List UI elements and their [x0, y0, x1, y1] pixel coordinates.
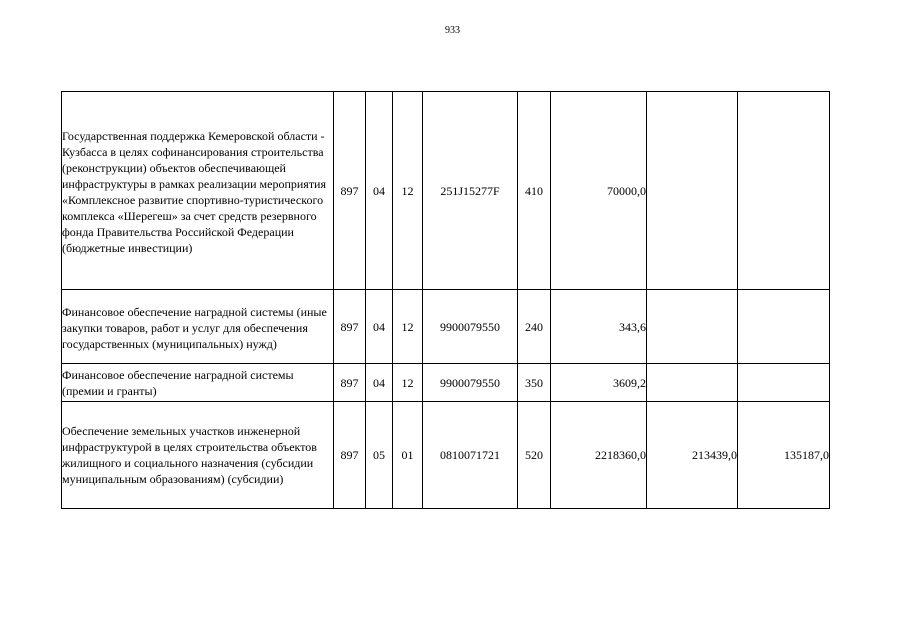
- expense-type: 520: [518, 402, 551, 509]
- amount-1: 70000,0: [551, 92, 647, 290]
- section-code: 04: [366, 290, 393, 364]
- amount-2: [647, 92, 738, 290]
- amount-1: 343,6: [551, 290, 647, 364]
- amount-2: 213439,0: [647, 402, 738, 509]
- section-code: 04: [366, 92, 393, 290]
- target-article: 251J15277F: [423, 92, 518, 290]
- table-row: [62, 364, 830, 402]
- expense-type: 350: [518, 364, 551, 402]
- amount-3: 135187,0: [738, 402, 830, 509]
- row-description: Финансовое обеспечение наградной системы (иные закупки товаров, работ и услуг для обеспечения государственных (муниципальных) нужд): [62, 290, 334, 364]
- page-number: 933: [445, 25, 460, 36]
- amount-3: [738, 290, 830, 364]
- subsection-code: 01: [393, 402, 423, 509]
- target-article: 9900079550: [423, 290, 518, 364]
- ministry-code: 897: [334, 92, 366, 290]
- table-row: [62, 92, 830, 290]
- target-article: 9900079550: [423, 364, 518, 402]
- row-description: Обеспечение земельных участков инженерной инфраструктурой в целях строительства объектов жилищного и социального назначения (субсидии муниципальным образованиям) (субсидии): [62, 402, 334, 509]
- table-row: [62, 290, 830, 364]
- row-description: Финансовое обеспечение наградной системы (премии и гранты): [62, 364, 334, 402]
- subsection-code: 12: [393, 92, 423, 290]
- ministry-code: 897: [334, 402, 366, 509]
- table-row: [62, 402, 830, 509]
- amount-1: 3609,2: [551, 364, 647, 402]
- amount-1: 2218360,0: [551, 402, 647, 509]
- subsection-code: 12: [393, 290, 423, 364]
- amount-3: [738, 364, 830, 402]
- expense-type: 410: [518, 92, 551, 290]
- section-code: 05: [366, 402, 393, 509]
- section-code: 04: [366, 364, 393, 402]
- subsection-code: 12: [393, 364, 423, 402]
- ministry-code: 897: [334, 364, 366, 402]
- expense-type: 240: [518, 290, 551, 364]
- amount-2: [647, 364, 738, 402]
- budget-table: [61, 91, 830, 509]
- row-description: Государственная поддержка Кемеровской области - Кузбасса в целях софинансирования строительства (реконструкции) объектов обеспечивающей инфраструктуры в рамках реализации мероприятия «Комплексное развитие спортивно-туристического комплекса «Шерегеш» за счет средств резервного фонда Правительства Российской Федерации (бюджетные инвестиции): [62, 92, 334, 290]
- target-article: 0810071721: [423, 402, 518, 509]
- ministry-code: 897: [334, 290, 366, 364]
- amount-2: [647, 290, 738, 364]
- amount-3: [738, 92, 830, 290]
